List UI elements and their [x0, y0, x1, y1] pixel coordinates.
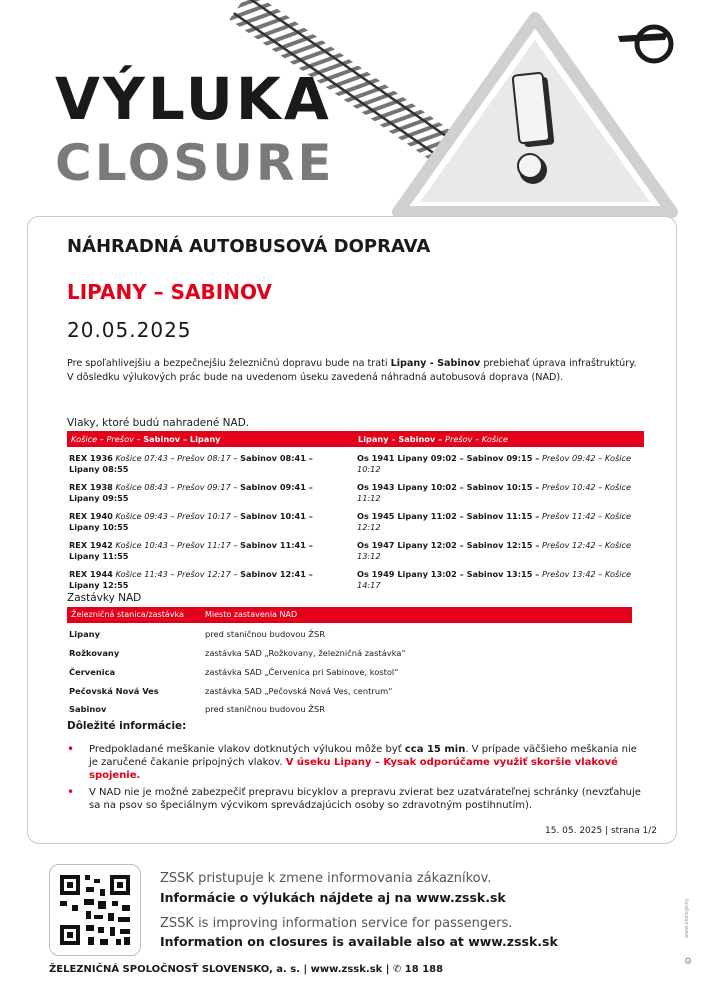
train-row: REX 1940 Košice 09:43 – Prešov 10:17 – Sabinov 10:41 – Lipany 10:55: [69, 511, 313, 532]
warning-exclamation-icon: [398, 18, 672, 212]
zssk-logo-icon: [618, 27, 671, 61]
bullet-dot-icon: •: [67, 785, 75, 799]
train-row: Os 1945 Lipany 11:02 – Sabinov 11:15 – Prešov 11:42 – Košice 12:12: [357, 511, 632, 532]
train-row: REX 1944 Košice 11:43 – Prešov 12:17 – Sabinov 12:41 – Lipany 12:55: [69, 569, 313, 590]
stop-name: Rožkovany: [69, 648, 120, 658]
train-row: REX 1942 Košice 10:43 – Prešov 11:17 – Sabinov 11:41 – Lipany 11:55: [69, 540, 313, 561]
col-place: Miesto zastavenia NAD: [205, 610, 298, 619]
train-row: REX 1938 Košice 08:43 – Prešov 09:17 – Sabinov 09:41 – Lipany 09:55: [69, 482, 313, 503]
stop-place: zastávka SAD „Rožkovany, železničná zastávka“: [205, 648, 406, 658]
trains-head-left: Košice – Prešov – Sabinov – Lipany: [71, 434, 221, 444]
notice-heading: NÁHRADNÁ AUTOBUSOVÁ DOPRAVA: [67, 236, 431, 257]
title-en: CLOSURE: [55, 134, 335, 192]
trains-table-header: [67, 431, 644, 447]
notice-route: LIPANY – SABINOV: [67, 280, 272, 304]
stop-place: zastávka SAD „Červenica pri Sabinove, kostol“: [205, 667, 399, 677]
side-credit: www.ekologicky: [684, 898, 690, 938]
promo-en-line1: ZSSK is improving information service for passengers.: [160, 916, 513, 931]
trains-title: Vlaky, ktoré budú nahradené NAD.: [67, 417, 250, 429]
promo-sk-line1: ZSSK pristupuje k zmene informovania zákazníkov.: [160, 871, 492, 886]
page-info: 15. 05. 2025 | strana 1/2: [544, 826, 657, 836]
stops-table-header: [67, 607, 632, 623]
train-row: Os 1941 Lipany 09:02 – Sabinov 09:15 – Prešov 09:42 – Košice 10:12: [357, 453, 632, 474]
hero-banner: [0, 0, 706, 240]
stop-name: Pečovská Nová Ves: [69, 686, 159, 696]
info-title: Dôležité informácie:: [67, 720, 187, 732]
title-sk: VÝLUKA: [55, 65, 332, 133]
promo-en-line2: Information on closures is available also at www.zssk.sk: [160, 934, 558, 949]
stop-place: pred staničnou budovou ŽSR: [205, 704, 325, 714]
train-row: Os 1947 Lipany 12:02 – Sabinov 12:15 – Prešov 12:42 – Košice 13:12: [357, 540, 632, 561]
intro-text: Pre spoľahlivejšiu a bezpečnejšiu železničnú dopravu bude na trati Lipany - Sabinov prebiehať úprava infraštruktúry. V dôsledku výlukových prác bude na uvedenom úseku zavedená náhradná autobusová doprava (NAD).: [67, 358, 637, 383]
stop-name: Lipany: [69, 629, 100, 639]
stop-place: zastávka SAD „Pečovská Nová Ves, centrum“: [205, 686, 393, 696]
bullet-dot-icon: •: [67, 742, 75, 756]
train-row: REX 1936 Košice 07:43 – Prešov 08:17 – Sabinov 08:41 – Lipany 08:55: [69, 453, 313, 474]
stop-name: Sabinov: [69, 704, 107, 714]
trains-head-right: Lipany – Sabinov – Prešov – Košice: [358, 434, 508, 444]
recycle-icon: ⚙: [684, 957, 693, 967]
stop-place: pred staničnou budovou ŽSR: [205, 629, 325, 639]
col-station: Železničná stanica/zastávka: [71, 610, 184, 619]
notice-date: 20.05.2025: [67, 318, 192, 342]
promo-sk-line2: Informácie o výlukách nájdete aj na www.zssk.sk: [160, 890, 506, 905]
train-row: Os 1943 Lipany 10:02 – Sabinov 10:15 – Prešov 10:42 – Košice 11:12: [357, 482, 632, 503]
qr-code-icon: [49, 864, 141, 956]
footer-company: ŽELEZNIČNÁ SPOLOČNOSŤ SLOVENSKO, a. s. | www.zssk.sk | ✆ 18 188: [49, 964, 444, 975]
stops-title: Zastávky NAD: [67, 592, 142, 604]
train-row: Os 1949 Lipany 13:02 – Sabinov 13:15 – Prešov 13:42 – Košice 14:17: [357, 569, 632, 590]
stop-name: Červenica: [69, 667, 116, 677]
